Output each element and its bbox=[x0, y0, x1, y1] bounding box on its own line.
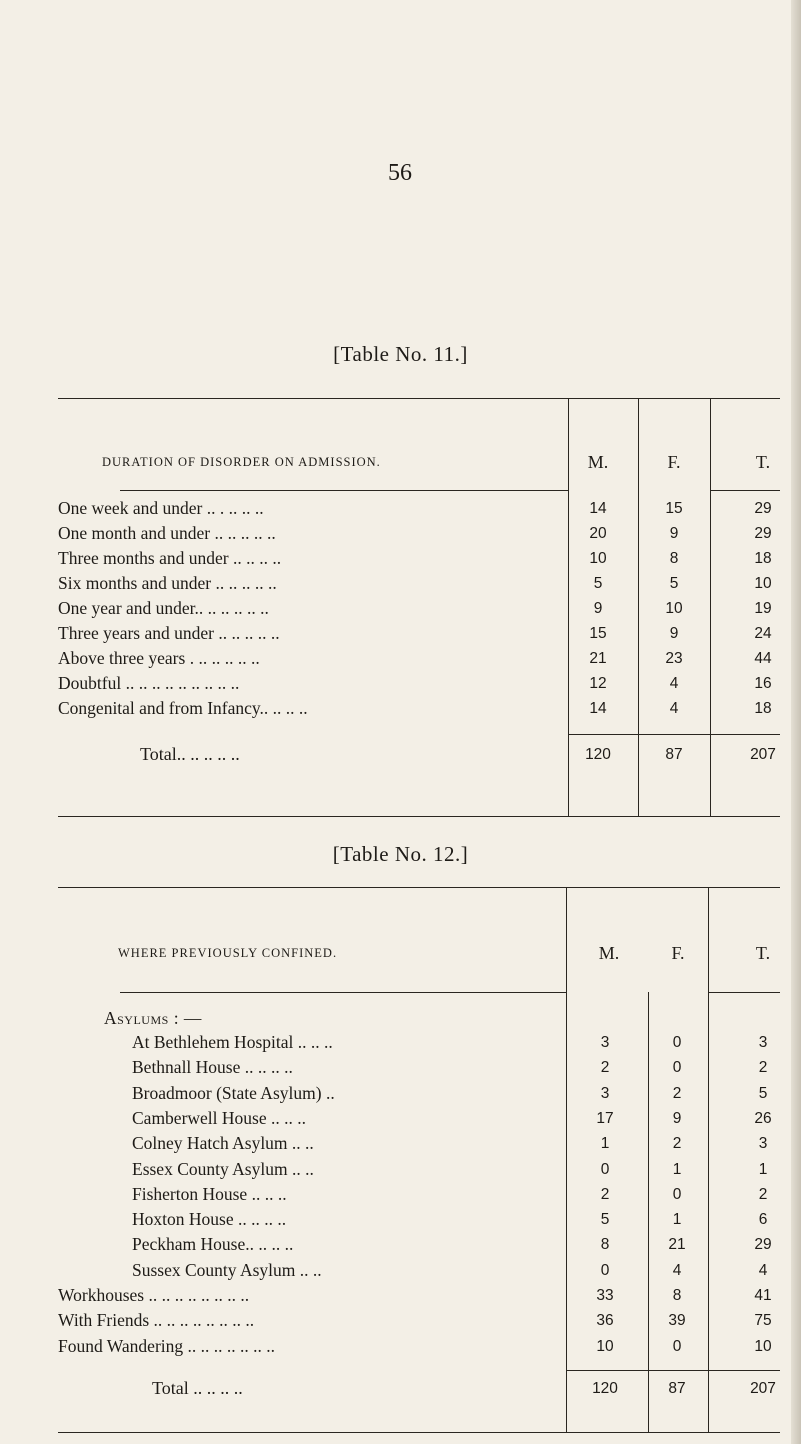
table-row bbox=[0, 598, 801, 620]
table-12-top-rule bbox=[58, 887, 780, 888]
table-12-header-rule-t bbox=[708, 992, 780, 993]
row-value-t: 10 bbox=[754, 575, 772, 592]
row-label: Peckham House.. .. .. .. bbox=[132, 1234, 294, 1255]
table-12-bottom-rule bbox=[58, 1432, 780, 1433]
row-value-t: 6 bbox=[758, 1211, 768, 1229]
table-12-header-rule bbox=[120, 992, 566, 993]
row-value-m: 10 bbox=[589, 550, 607, 567]
row-label: With Friends .. .. .. .. .. .. .. .. bbox=[58, 1310, 255, 1331]
row-value-f: 4 bbox=[669, 700, 679, 717]
row-value-f: 0 bbox=[672, 1059, 682, 1077]
table-12-header-description: WHERE PREVIOUSLY CONFINED. bbox=[118, 946, 338, 960]
row-value-t: 18 bbox=[754, 700, 772, 717]
row-value-t: 26 bbox=[754, 1109, 772, 1127]
table-row bbox=[0, 548, 801, 570]
row-value-m: 20 bbox=[589, 525, 607, 542]
table-11-title: [Table No. 11.] bbox=[333, 342, 468, 366]
table-11-header-rule-t bbox=[710, 490, 780, 491]
row-value-m: 12 bbox=[589, 675, 607, 692]
table-12-total-t: 207 bbox=[750, 1380, 776, 1397]
table-row bbox=[0, 1336, 801, 1358]
row-value-f: 5 bbox=[669, 575, 679, 592]
row-label: Six months and under .. .. .. .. .. bbox=[58, 573, 277, 593]
table-row bbox=[0, 573, 801, 595]
row-value-f: 23 bbox=[665, 650, 683, 667]
row-label: Essex County Asylum .. .. bbox=[132, 1158, 314, 1179]
table-11-header-f: F. bbox=[667, 452, 681, 472]
table-12-total-rule bbox=[566, 1370, 780, 1371]
row-value-m: 14 bbox=[589, 700, 607, 717]
table-row bbox=[0, 648, 801, 670]
row-value-m: 3 bbox=[600, 1084, 610, 1102]
row-value-f: 8 bbox=[669, 550, 679, 567]
table-row bbox=[0, 1310, 801, 1332]
row-value-t: 2 bbox=[758, 1059, 768, 1077]
row-value-f: 0 bbox=[672, 1337, 682, 1355]
row-value-m: 9 bbox=[593, 600, 603, 617]
row-value-m: 1 bbox=[600, 1135, 610, 1153]
row-value-f: 39 bbox=[668, 1312, 686, 1330]
table-row bbox=[0, 1209, 801, 1231]
table-12-header-f: F. bbox=[671, 943, 685, 963]
table-row bbox=[0, 698, 801, 720]
row-label: Doubtful .. .. .. .. .. .. .. .. .. bbox=[58, 673, 240, 693]
row-label: Camberwell House .. .. .. bbox=[132, 1107, 306, 1128]
table-row bbox=[0, 1159, 801, 1181]
table-11-total-label: Total.. .. .. .. .. bbox=[140, 744, 240, 764]
row-value-m: 15 bbox=[589, 625, 607, 642]
row-value-t: 3 bbox=[758, 1135, 768, 1153]
row-value-m: 10 bbox=[596, 1337, 614, 1355]
row-value-t: 4 bbox=[758, 1261, 768, 1279]
row-value-m: 3 bbox=[600, 1034, 610, 1051]
table-row bbox=[0, 1057, 801, 1079]
table-12-header-m: M. bbox=[598, 943, 620, 963]
row-value-m: 33 bbox=[596, 1287, 614, 1304]
row-label: Broadmoor (State Asylum) .. bbox=[132, 1082, 335, 1103]
page-number: 56 bbox=[388, 160, 412, 186]
row-value-t: 3 bbox=[758, 1034, 768, 1051]
row-value-m: 2 bbox=[600, 1059, 610, 1077]
row-label: One week and under .. . .. .. .. bbox=[58, 498, 264, 518]
table-row bbox=[0, 498, 801, 520]
row-label: One month and under .. .. .. .. .. bbox=[58, 523, 276, 543]
row-value-f: 1 bbox=[672, 1160, 682, 1178]
table-11-total-f: 87 bbox=[665, 746, 683, 763]
table-11-total-t: 207 bbox=[750, 746, 776, 763]
row-value-t: 18 bbox=[754, 550, 772, 567]
row-value-m: 5 bbox=[600, 1211, 610, 1229]
row-value-m: 0 bbox=[600, 1160, 610, 1178]
row-value-m: 2 bbox=[600, 1185, 610, 1203]
row-value-t: 24 bbox=[754, 625, 772, 642]
row-value-f: 9 bbox=[672, 1109, 682, 1127]
row-value-f: 0 bbox=[672, 1185, 682, 1203]
row-value-f: 2 bbox=[672, 1135, 682, 1153]
table-11-top-rule bbox=[58, 398, 780, 399]
row-value-t: 1 bbox=[758, 1160, 768, 1178]
row-value-f: 21 bbox=[668, 1236, 686, 1254]
table-row bbox=[0, 1032, 801, 1054]
row-value-t: 75 bbox=[754, 1312, 772, 1330]
table-11-header-rule bbox=[120, 490, 568, 491]
table-11-total-row bbox=[0, 744, 801, 766]
table-row bbox=[0, 1184, 801, 1206]
row-label: Above three years . .. .. .. .. .. bbox=[58, 648, 260, 668]
row-value-t: 44 bbox=[754, 650, 772, 667]
row-value-f: 2 bbox=[672, 1084, 682, 1102]
row-label: Found Wandering .. .. .. .. .. .. .. bbox=[58, 1335, 276, 1356]
row-value-t: 29 bbox=[754, 1236, 772, 1254]
row-value-t: 16 bbox=[754, 675, 772, 692]
row-value-m: 5 bbox=[593, 575, 603, 592]
row-label: Workhouses .. .. .. .. .. .. .. .. bbox=[58, 1285, 250, 1305]
row-value-t: 5 bbox=[758, 1084, 768, 1102]
row-value-f: 0 bbox=[672, 1034, 682, 1051]
row-value-t: 10 bbox=[754, 1337, 772, 1355]
asylums-heading: Asylums : — bbox=[104, 1008, 202, 1028]
table-12-total-m: 120 bbox=[592, 1380, 618, 1397]
row-value-t: 29 bbox=[754, 525, 772, 542]
table-11-total-rule bbox=[568, 734, 780, 735]
table-11-bottom-rule bbox=[58, 816, 780, 817]
row-value-f: 4 bbox=[669, 675, 679, 692]
row-value-t: 2 bbox=[758, 1185, 768, 1203]
row-value-m: 8 bbox=[600, 1236, 610, 1254]
row-value-m: 14 bbox=[589, 500, 607, 517]
row-value-t: 41 bbox=[754, 1287, 772, 1304]
row-value-f: 1 bbox=[672, 1211, 682, 1229]
row-value-f: 8 bbox=[672, 1287, 682, 1304]
table-row bbox=[0, 1133, 801, 1155]
table-12-total-label: Total .. .. .. .. bbox=[152, 1378, 243, 1398]
row-label: Colney Hatch Asylum .. .. bbox=[132, 1133, 314, 1154]
table-12-title: [Table No. 12.] bbox=[332, 842, 469, 866]
row-value-t: 19 bbox=[754, 600, 772, 617]
table-12-total-row bbox=[0, 1378, 801, 1400]
table-row bbox=[0, 1083, 801, 1105]
row-value-f: 10 bbox=[665, 600, 683, 617]
table-row bbox=[0, 1234, 801, 1256]
row-value-m: 17 bbox=[596, 1109, 614, 1127]
row-value-m: 0 bbox=[600, 1261, 610, 1279]
row-label: Hoxton House .. .. .. .. bbox=[132, 1209, 287, 1230]
row-value-f: 4 bbox=[672, 1261, 682, 1279]
row-label: One year and under.. .. .. .. .. .. bbox=[58, 598, 269, 618]
row-value-t: 29 bbox=[754, 500, 772, 517]
table-row bbox=[0, 673, 801, 695]
row-value-m: 36 bbox=[596, 1312, 614, 1330]
table-row bbox=[0, 1285, 801, 1307]
table-row bbox=[0, 1260, 801, 1282]
row-label: Three years and under .. .. .. .. .. bbox=[58, 623, 280, 643]
table-12-total-f: 87 bbox=[668, 1380, 686, 1397]
table-row bbox=[0, 1108, 801, 1130]
row-value-f: 9 bbox=[669, 525, 679, 542]
row-label: Sussex County Asylum .. .. bbox=[132, 1259, 322, 1280]
table-11-header-m: M. bbox=[587, 452, 609, 472]
table-12-section-heading bbox=[0, 1008, 801, 1030]
table-12-header-t: T. bbox=[755, 943, 771, 963]
table-row bbox=[0, 623, 801, 645]
row-label: Three months and under .. .. .. .. bbox=[58, 548, 282, 568]
row-label: At Bethlehem Hospital .. .. .. bbox=[132, 1032, 333, 1052]
table-11-header-t: T. bbox=[755, 452, 771, 472]
table-11-header-description: DURATION OF DISORDER ON ADMISSION. bbox=[102, 455, 381, 469]
table-row bbox=[0, 523, 801, 545]
row-label: Congenital and from Infancy.. .. .. .. bbox=[58, 698, 308, 718]
row-value-m: 21 bbox=[589, 650, 607, 667]
row-value-f: 9 bbox=[669, 625, 679, 642]
row-value-f: 15 bbox=[665, 500, 683, 517]
row-label: Fisherton House .. .. .. bbox=[132, 1183, 287, 1204]
row-label: Bethnall House .. .. .. .. bbox=[132, 1057, 293, 1078]
table-11-total-m: 120 bbox=[585, 746, 611, 763]
